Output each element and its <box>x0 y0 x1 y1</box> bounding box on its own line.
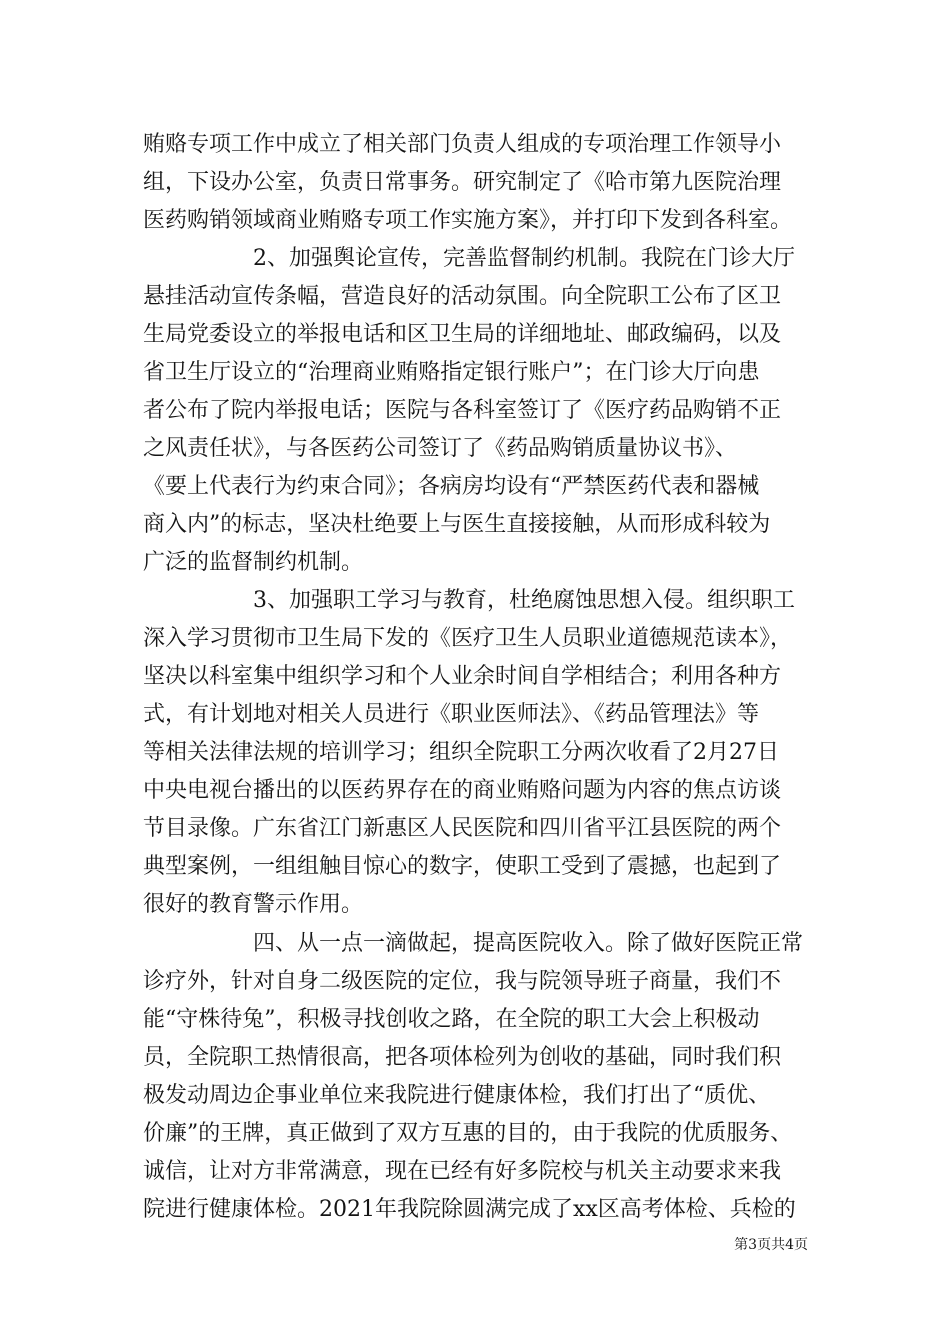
text-line: 商入内”的标志，坚决杜绝要上与医生直接接触，从而形成科较为 <box>143 512 771 537</box>
text-line: 极发动周边企事业单位来我院进行健康体检，我们打出了“质优、 <box>143 1083 771 1108</box>
text-line: 中央电视台播出的以医药界存在的商业贿赂问题为内容的焦点访谈 <box>143 778 782 803</box>
text-line: 省卫生厅设立的“治理商业贿赂指定银行账户”；在门诊大厅向患 <box>143 360 760 385</box>
text-line: 悬挂活动宣传条幅，营造良好的活动氛围。向全院职工公布了区卫 <box>143 284 782 309</box>
text-line: 医药购销领域商业贿赂专项工作实施方案》，并打印下发到各科室。 <box>143 208 793 233</box>
text-line: 之风责任状》，与各医药公司签订了《药品购销质量协议书》、 <box>143 436 738 461</box>
text-line: 诚信，让对方非常满意，现在已经有好多院校与机关主动要求来我 <box>143 1159 782 1184</box>
text-line: 广泛的监督制约机制。 <box>143 550 364 575</box>
text-line: 价廉”的王牌，真正做到了双方互惠的目的，由于我院的优质服务、 <box>143 1121 793 1146</box>
text-line: 院进行健康体检。2021年我院除圆满完成了xx区高考体检、兵检的 <box>143 1197 796 1222</box>
text-line: 节目录像。广东省江门新惠区人民医院和四川省平江县医院的两个 <box>143 816 782 841</box>
text-line: 员，全院职工热情很高，把各项体检列为创收的基础，同时我们积 <box>143 1045 782 1070</box>
text-line: 诊疗外，针对自身二级医院的定位，我与院领导班子商量，我们不 <box>143 969 782 994</box>
text-line: 3、加强职工学习与教育，杜绝腐蚀思想入侵。组织职工 <box>253 588 795 613</box>
text-line: 生局党委设立的举报电话和区卫生局的详细地址、邮政编码，以及 <box>143 322 782 347</box>
text-line: 四、从一点一滴做起，提高医院收入。除了做好医院正常 <box>253 931 804 956</box>
text-line: 2、加强舆论宣传，完善监督制约机制。我院在门诊大厅 <box>253 246 795 271</box>
text-line: 组，下设办公室，负责日常事务。研究制定了《哈市第九医院治理 <box>143 170 782 195</box>
text-line: 典型案例，一组组触目惊心的数字，使职工受到了震撼，也起到了 <box>143 854 782 879</box>
text-line: 很好的教育警示作用。 <box>143 892 364 917</box>
text-line: 深入学习贯彻市卫生局下发的《医疗卫生人员职业道德规范读本》， <box>143 626 793 651</box>
text-line: 者公布了院内举报电话；医院与各科室签订了《医疗药品购销不正 <box>143 398 782 423</box>
page-number-footer: 第3页共4页 <box>734 1237 808 1253</box>
text-line: 等相关法律法规的培训学习；组织全院职工分两次收看了2月27日 <box>143 740 779 765</box>
text-line: 能“守株待兔”，积极寻找创收之路，在全院的职工大会上积极动 <box>143 1007 760 1032</box>
text-line: 坚决以科室集中组织学习和个人业余时间自学相结合；利用各种方 <box>143 664 782 689</box>
text-line: 《要上代表行为约束合同》；各病房均设有“严禁医药代表和器械 <box>143 474 760 499</box>
text-line: 贿赂专项工作中成立了相关部门负责人组成的专项治理工作领导小 <box>143 132 782 157</box>
text-line: 式，有计划地对相关人员进行《职业医师法》、《药品管理法》等 <box>143 702 760 727</box>
